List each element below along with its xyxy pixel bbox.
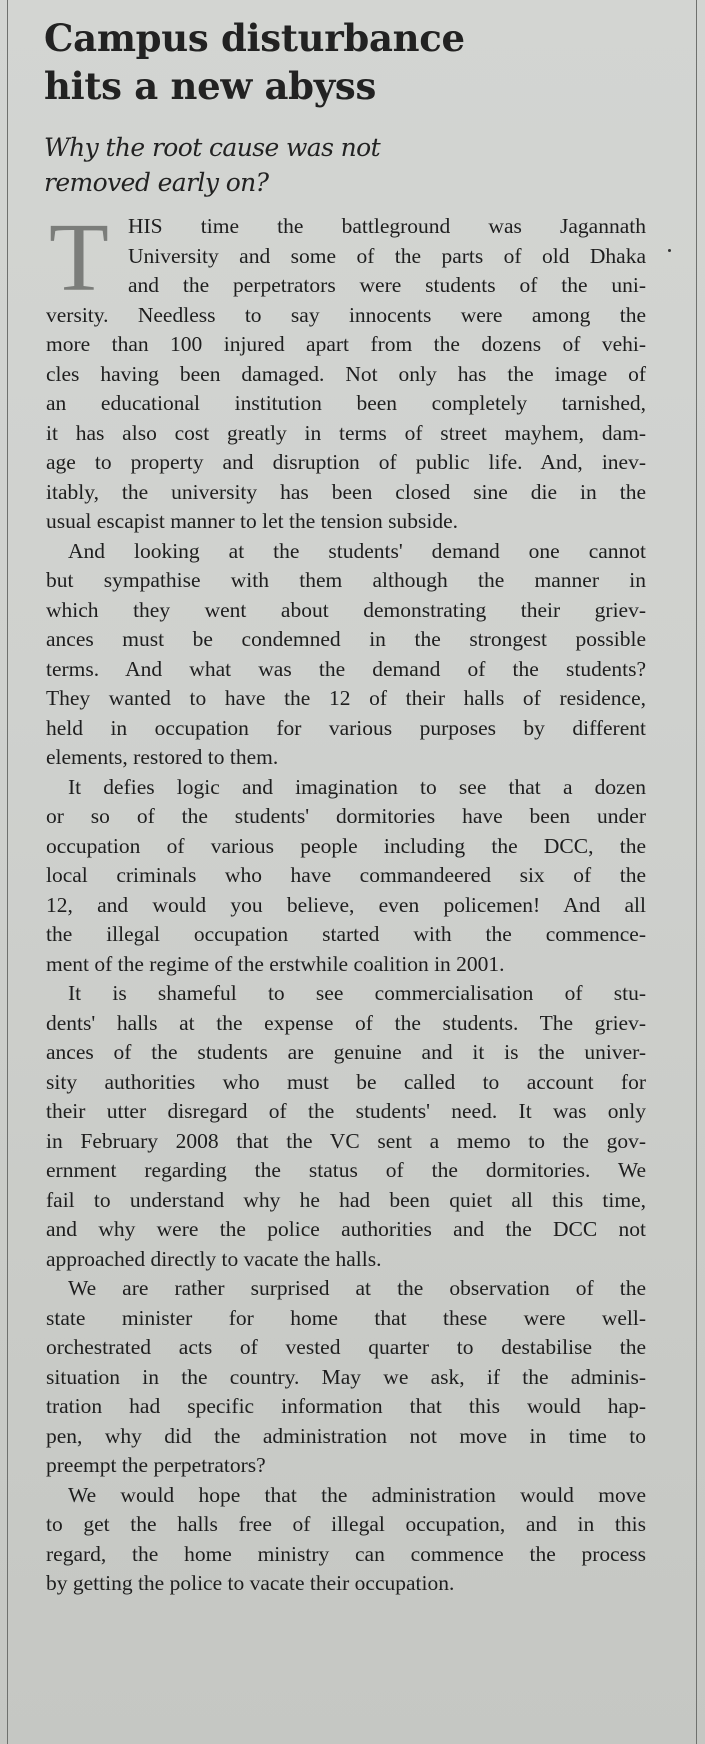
article-line: an educational institution been completely tarnished,: [46, 391, 646, 415]
article-body: [46, 204, 646, 1599]
article-line: held in occupation for various purposes by different: [46, 715, 646, 740]
article-line: regard, the home ministry can commence the process: [46, 1541, 646, 1566]
subheadline-line-2: removed early on?: [44, 168, 269, 197]
article-line: ment of the regime of the erstwhile coalition in 2001.: [46, 951, 505, 976]
article-line: ances of the students are genuine and it is the univer-: [46, 1040, 646, 1064]
article-line: but sympathise with them although the manner in: [46, 568, 646, 592]
article-line: versity. Needless to say innocents were among the: [46, 302, 646, 327]
article-line: preempt the perpetrators?: [46, 1453, 266, 1477]
article-line: elements, restored to them.: [46, 745, 279, 769]
headline-line-2: hits a new abyss: [44, 64, 376, 108]
article-line: or so of the students' dormitories have been under: [46, 804, 646, 828]
article-line: We are rather surprised at the observation of the: [68, 1276, 646, 1300]
article-line: ances must be condemned in the strongest possible: [46, 627, 646, 651]
article-line: approached directly to vacate the halls.: [46, 1246, 382, 1271]
article-line: ernment regarding the status of the dormitories. We: [46, 1158, 646, 1182]
article-line: and why were the police authorities and the DCC not: [46, 1217, 646, 1241]
article-line: And looking at the students' demand one cannot: [68, 538, 646, 563]
article-line: usual escapist manner to let the tension subside.: [46, 509, 458, 533]
article-line: They wanted to have the 12 of their halls of residence,: [46, 686, 646, 710]
article-line: and the perpetrators were students of the uni-: [128, 273, 646, 297]
print-speck: [668, 249, 671, 252]
article-line: tration had specific information that this would hap-: [46, 1394, 646, 1418]
article-line: dents' halls at the expense of the students. The griev-: [46, 1010, 646, 1035]
article-line: terms. And what was the demand of the students?: [46, 656, 646, 681]
subheadline-line-1: Why the root cause was not: [44, 133, 381, 162]
article-line: by getting the police to vacate their occupation.: [46, 1571, 455, 1595]
drop-cap: T: [49, 204, 109, 312]
article-line: in February 2008 that the VC sent a memo to the gov-: [46, 1128, 646, 1153]
article-line: situation in the country. May we ask, if the adminis-: [46, 1364, 646, 1389]
article-line: the illegal occupation started with the commence-: [46, 922, 646, 946]
subheadline: [44, 130, 674, 200]
article-line: local criminals who have commandeered six of the: [46, 863, 646, 887]
article-line: to get the halls free of illegal occupation, and in this: [46, 1512, 646, 1536]
article-line: It is shameful to see commercialisation of stu-: [68, 981, 646, 1005]
article-line: orchestrated acts of vested quarter to destabilise the: [46, 1335, 646, 1359]
article-line: which they went about demonstrating their griev-: [46, 597, 646, 622]
article-line: It defies logic and imagination to see that a dozen: [68, 774, 646, 799]
article-line: University and some of the parts of old Dhaka: [128, 243, 646, 268]
article-line: We would hope that the administration would move: [68, 1482, 646, 1507]
article-line: occupation of various people including the DCC, the: [46, 833, 646, 858]
headline-line-1: Campus disturbance: [44, 16, 465, 60]
column-rule-right: [696, 0, 697, 1744]
article-line: more than 100 injured apart from the dozens of vehi-: [46, 332, 646, 356]
article-line: their utter disregard of the students' need. It was only: [46, 1099, 646, 1123]
article-line: it has also cost greatly in terms of street mayhem, dam-: [46, 420, 646, 445]
article-line: age to property and disruption of public life. And, inev-: [46, 450, 646, 474]
article-line: sity authorities who must be called to account for: [46, 1069, 646, 1094]
article-line: 12, and would you believe, even policemen! And all: [46, 892, 646, 917]
article-line: fail to understand why he had been quiet all this time,: [46, 1187, 646, 1212]
article-line: state minister for home that these were well-: [46, 1305, 646, 1330]
article-line: cles having been damaged. Not only has the image of: [46, 361, 646, 386]
article-line: itably, the university has been closed sine die in the: [46, 479, 646, 504]
headline: [44, 14, 674, 110]
article-line: HIS time the battleground was Jagannath: [128, 214, 646, 238]
article-line: pen, why did the administration not move in time to: [46, 1423, 646, 1448]
column-rule-left: [7, 0, 8, 1744]
